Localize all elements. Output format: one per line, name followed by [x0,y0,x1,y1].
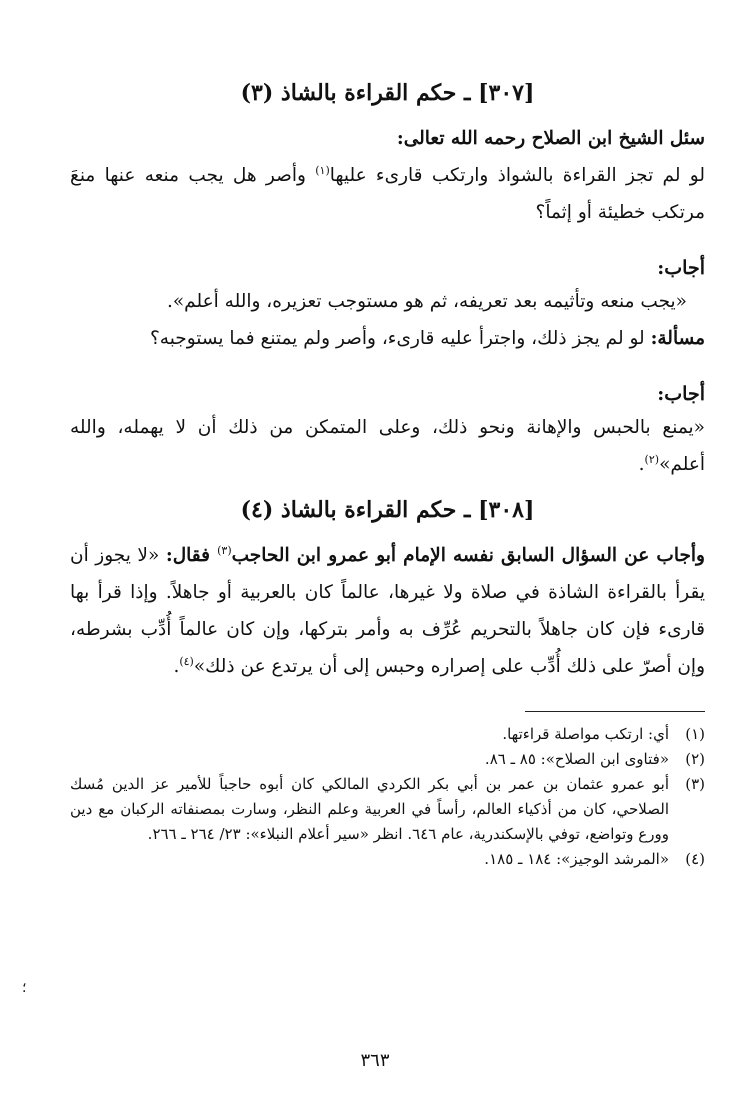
section-308-start: وأجاب عن السؤال السابق نفسه الإمام أبو عمرو ابن الحاجب [231,545,705,566]
footnote-ref-1[interactable]: (١) [315,163,330,177]
footnote-ref-4[interactable]: (٤) [179,654,194,668]
footnote-text: أي: ارتكب مواصلة قراءتها. [502,725,669,743]
footnote-1 [70,722,705,747]
footnote-4 [70,847,705,872]
answer-text-2: «يمنع بالحبس والإهانة ونحو ذلك، وعلى المتمكن من ذلك أن لا يهمله، والله أعلم» [70,417,705,475]
question-lead-text: سئل الشيخ ابن الصلاح رحمه الله تعالى: [396,128,705,149]
answer-text-1: «يجب منعه وتأثيمه بعد تعريفه، ثم هو مستوجب تعزيره، والله أعلم». [166,291,687,312]
footnote-num: (٣) [685,775,705,793]
section-308-heading: [٣٠٨] ـ حكم القراءة بالشاذ (٤) [240,497,535,523]
masala-paragraph [70,320,705,357]
question-text: لو لم تجز القراءة بالشواذ وارتكب قارىء عليها [329,165,705,186]
footnote-ref-2[interactable]: (٢) [644,452,660,466]
footnote-num: (٢) [685,750,705,768]
answer-label-2: أجاب: [657,383,705,405]
footnote-num: (٤) [685,850,705,868]
section-308-end: . [173,656,180,677]
question-rest: وأصر هل يجب منعه عنها منعَ مرتكب خطيئة أو إثماً؟ [70,165,705,223]
footnote-divider [525,711,705,712]
question-lead [70,120,705,157]
footnote-text: «المرشد الوجيز»: ١٨٤ ـ ١٨٥. [484,850,669,868]
section-308-body: «لا يجوز أن يقرأ بالقراءة الشاذة في صلاة ولا غيرها، عالماً كان بالعربية أو جاهلاً. وإذا قرأ بها قارىء فإن كان جاهلاً بالتحريم عُرِّف به وأمر بتركها، وإن كان عالماً أُدِّب بشرطه، وإن أصرّ على ذلك أُدِّب على إصراره وحبس إلى أن يرتدع عن ذلك» [70,545,705,677]
answer-end-2: . [638,454,645,475]
section-307-heading: [٣٠٧] ـ حكم القراءة بالشاذ (٣) [240,80,535,106]
footnote-3 [70,772,705,847]
footnote-num: (١) [685,725,705,743]
masala-label: مسألة: [650,328,705,349]
footnote-ref-3[interactable]: (٣) [217,543,232,557]
answer-paragraph-2 [70,409,705,483]
footnote-text: أبو عمرو عثمان بن عمر بن أبي بكر الكردي المالكي كان أبوه حاجباً للأمير عز الدين مُسك الصلاحي، كان من أذكياء العالم، رأساً في العربية وعلم النظر، وسارت بمصنفاته الركبان مع دين وورع وتواضع، توفي بالإسكندرية، عام ٦٤٦. انظر «سير أعلام النبلاء»: ٢٣/ ٢٦٤ ـ ٢٦٦. [70,775,669,843]
book-page [70,80,705,872]
footnote-2 [70,747,705,772]
question-paragraph [70,157,705,231]
faqal-label: فقال: [165,545,218,566]
margin-mark: ؛ [22,980,27,996]
masala-text: لو لم يجز ذلك، واجترأ عليه قارىء، وأصر ولم يمتنع فما يستوجبه؟ [149,328,651,349]
section-308-paragraph [70,537,705,685]
answer-label-1: أجاب: [657,257,705,279]
page-number: ٣٦٣ [360,1050,390,1071]
footnote-text: «فتاوى ابن الصلاح»: ٨٥ ـ ٨٦. [484,750,669,768]
